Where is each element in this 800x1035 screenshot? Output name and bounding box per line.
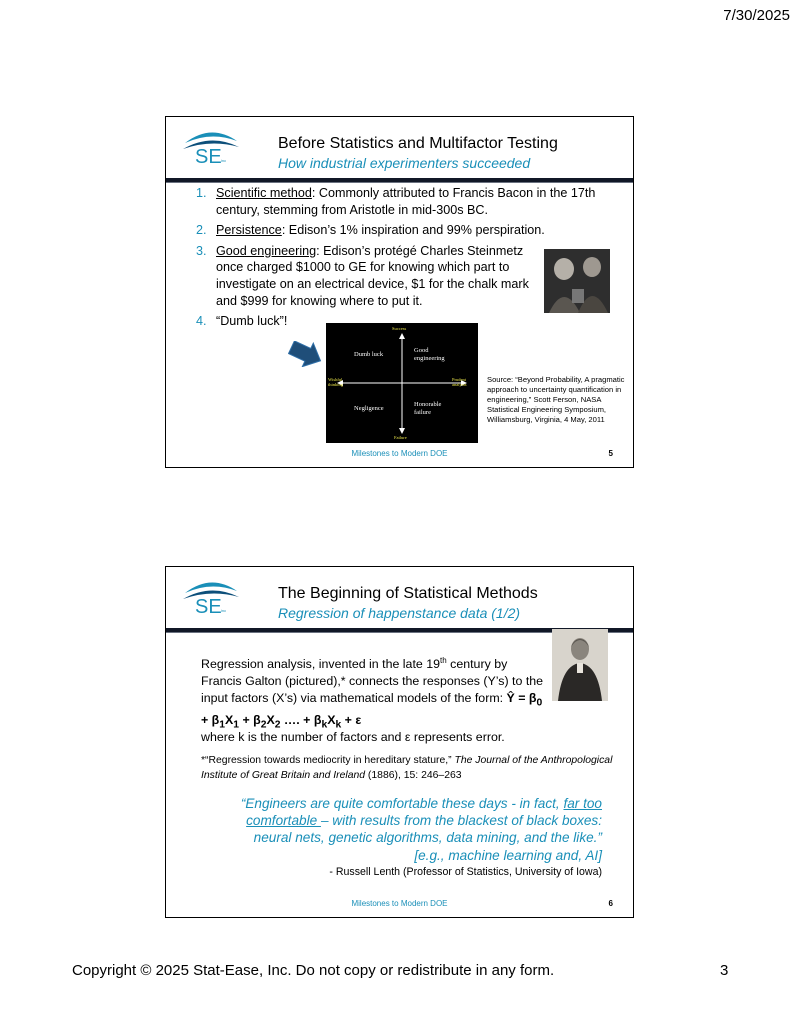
quadrant-bottom-right: Honorable failure bbox=[414, 401, 442, 416]
quadrant-top-left: Dumb luck bbox=[354, 351, 384, 358]
copyright-notice: Copyright © 2025 Stat-Ease, Inc. Do not copy or redistribute in any form. bbox=[72, 962, 555, 979]
galton-portrait-photo bbox=[552, 629, 608, 701]
list-item-term: Good engineering bbox=[216, 243, 317, 258]
slide-6 bbox=[165, 566, 634, 918]
galton-citation: *“Regression towards mediocrity in hereditary stature,” The Journal of the Anthropological Institute of Great Britain and Ireland (1886), 15: 246–263 bbox=[201, 755, 613, 781]
slide-footer: Milestones to Modern DOE bbox=[351, 449, 448, 458]
page-date: 7/30/2025 bbox=[723, 7, 790, 24]
slide-subtitle: How industrial experimenters succeeded bbox=[278, 155, 531, 171]
list-item: 1. Scientific method: Commonly attributed to Francis Bacon in the 17th century, stemming from Aristotle in mid-300s BC. bbox=[196, 186, 596, 217]
se-logo-icon bbox=[181, 129, 241, 167]
axis-bottom-label: Failure bbox=[394, 435, 407, 440]
edison-steinmetz-photo bbox=[544, 249, 610, 313]
formula-explanation: where k is the number of factors and ε represents error. bbox=[201, 730, 505, 744]
list-item: 2. Persistence: Edison’s 1% inspiration and 99% perspiration. bbox=[196, 223, 545, 238]
lenth-quote: “Engineers are quite comfortable these days - in fact, far too comfortable – with results from the blackest of black boxes: neural nets, genetic algorithms, data mining, and the like.” [e.g., machine learning and, AI] bbox=[240, 796, 602, 863]
slide-header bbox=[166, 567, 633, 629]
slide-footer: Milestones to Modern DOE bbox=[351, 899, 448, 908]
svg-text:inc: inc bbox=[221, 158, 227, 163]
slide-subtitle: Regression of happenstance data (1/2) bbox=[278, 605, 521, 621]
regression-formula: Ŷ = $\beta_0 + \beta_1X_1 + \beta_2X_2$ …. + $\beta_kX_k + \varepsilon$ bbox=[201, 691, 543, 731]
page-number: 3 bbox=[720, 962, 729, 979]
list-item: 3. Good engineering: Edison’s protégé Charles Steinmetz once charged $1000 to GE for knowing which part to investigate on an electrical device, $1 for the chalk mark and $999 for knowing where to put it. bbox=[196, 243, 529, 308]
list-item-text: “Dumb luck”! bbox=[216, 314, 288, 329]
source-citation: Source: “Beyond Probability, A pragmatic approach to uncertainty quantification in engineering,” Scott Ferson, NASA Statistical Engineering Symposium, Williamsburg, Virginia, 4 May, 2011 bbox=[487, 375, 625, 424]
axis-right-label: Prudent analysis bbox=[452, 377, 467, 387]
se-logo-icon bbox=[181, 579, 241, 617]
slide-title: Before Statistics and Multifactor Testing bbox=[278, 135, 558, 152]
arrow-right-icon bbox=[288, 341, 324, 367]
quadrant-top-right: Good engineering bbox=[414, 347, 445, 362]
quote-attribution: - Russell Lenth (Professor of Statistics, University of Iowa) bbox=[329, 866, 602, 878]
quadrant-bottom-left: Negligence bbox=[354, 405, 384, 412]
list-item-term: Persistence bbox=[216, 223, 282, 238]
slide-page-number: 6 bbox=[608, 899, 613, 908]
list-item-term: Scientific method bbox=[216, 186, 312, 200]
list-item-text: : Edison’s 1% inspiration and 99% perspiration. bbox=[281, 223, 545, 238]
svg-text:SE: SE bbox=[195, 596, 222, 617]
regression-description: Regression analysis, invented in the late 19th century by Francis Galton (pictured),* connects the responses (Y’s) to the input factors (X’s) via mathematical models of the form: Ŷ = $\beta_0 + \beta_1X_1 + \beta_2X_2$ …. + $\beta_kX_k + \varepsilon$ bbox=[201, 656, 544, 731]
svg-text:SE: SE bbox=[195, 146, 222, 167]
axis-top-label: Success bbox=[392, 326, 407, 331]
slide-page-number: 5 bbox=[608, 449, 613, 458]
slide-title: The Beginning of Statistical Methods bbox=[278, 585, 538, 602]
list-item-text: : Edison’s protégé Charles Steinmetz once charged $1000 to GE for knowing which part to investigate on an electrical device, $1 for the chalk mark and $999 for knowing where to put it. bbox=[216, 243, 529, 308]
svg-text:inc: inc bbox=[221, 608, 227, 613]
axis-left-label: Wishful thinking bbox=[328, 377, 344, 387]
slide-header bbox=[166, 117, 633, 179]
list-item: 4. “Dumb luck”! bbox=[196, 314, 288, 329]
quadrant-diagram bbox=[326, 323, 478, 443]
slide-5 bbox=[165, 116, 634, 468]
list-item-text: : Commonly attributed to Francis Bacon in the 17th century, stemming from Aristotle in mid-300s BC. bbox=[216, 186, 596, 217]
header-divider bbox=[166, 178, 633, 183]
